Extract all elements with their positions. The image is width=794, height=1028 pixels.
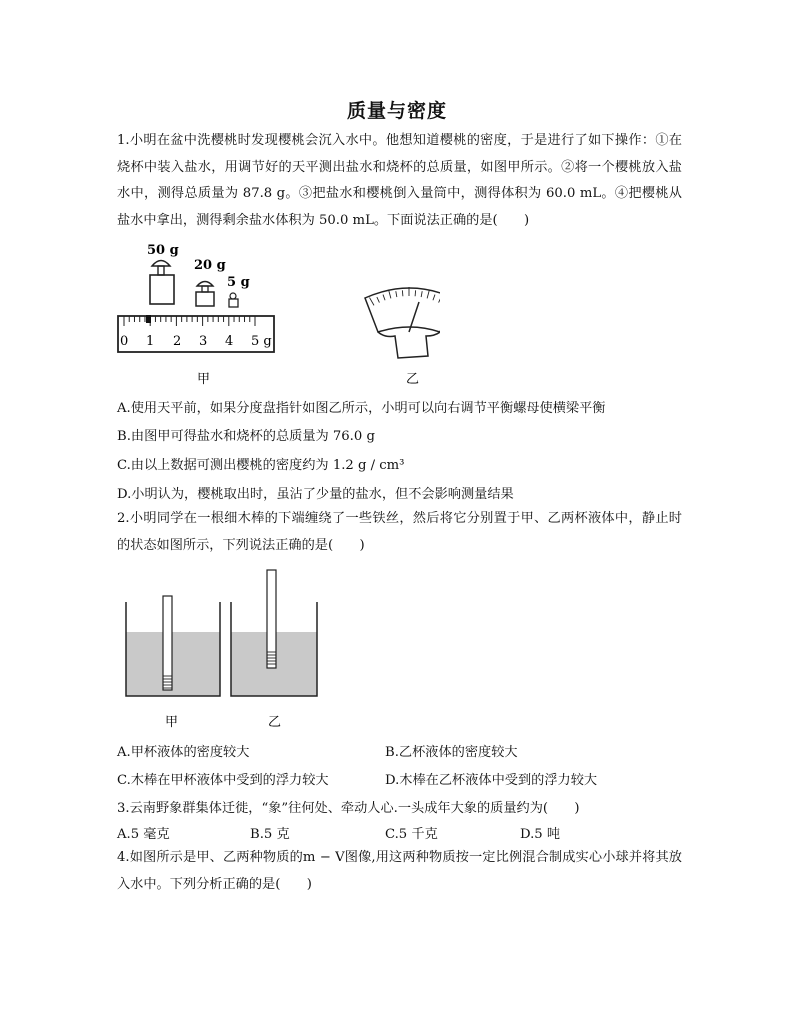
scale-label-5: 5 g	[251, 334, 272, 349]
q2-option-d: D.木棒在乙杯液体中受到的浮力较大	[385, 773, 598, 788]
weight-50g-label: 50 g	[147, 243, 179, 258]
q1-option-d: D.小明认为，樱桃取出时，虽沾了少量的盐水，但不会影响测量结果	[117, 487, 514, 502]
q2-option-c: C.木棒在甲杯液体中受到的浮力较大	[117, 773, 329, 788]
question-2-stem: 2.小明同学在一根细木棒的下端缠绕了一些铁丝，然后将它分别置于甲、乙两杯液体中，静止时的状态如图所示，下列说法正确的是( )	[117, 511, 682, 553]
weight-20g-label: 20 g	[194, 258, 226, 273]
weight-5g-label: 5 g	[227, 275, 250, 290]
dial-tick	[439, 297, 440, 302]
q3-option-b: B.5 克	[250, 827, 290, 842]
q2-option-a: A.甲杯液体的密度较大	[117, 745, 250, 760]
beaker-jia	[126, 596, 220, 730]
dial-tick	[383, 295, 385, 301]
q3-option-c: C.5 千克	[385, 827, 438, 842]
weight-5g	[227, 275, 250, 307]
weight-50g	[147, 243, 179, 304]
question-3-stem: 3.云南野象群集体迁徙，“象”往何处、牵动人心.一头成年大象的质量约为( )	[117, 801, 580, 816]
scale-label-3: 3	[199, 334, 208, 349]
beaker-caption-yi: 乙	[268, 715, 282, 730]
weight-20g	[194, 258, 226, 306]
q3-option-d: D.5 吨	[520, 827, 561, 842]
figure-caption-jia: 甲	[197, 372, 211, 387]
scale-label-1: 1	[146, 334, 155, 349]
question-4-stem: 4.如图所示是甲、乙两种物质的m − V图像,用这两种物质按一定比例混合制成实心小球并将其放入水中。下列分析正确的是( )	[117, 850, 682, 892]
scale-label-4: 4	[225, 334, 234, 349]
scale-label-0: 0	[120, 334, 129, 349]
balance-figure	[110, 236, 440, 396]
balance-scale-ruler	[118, 315, 274, 352]
balance-dial-figure	[365, 287, 440, 387]
q2-option-b: B.乙杯液体的密度较大	[385, 745, 518, 760]
dial-tick	[396, 291, 397, 297]
dial-tick	[433, 295, 435, 301]
q1-option-b: B.由图甲可得盐水和烧杯的总质量为 76.0 g	[117, 429, 375, 444]
dial-tick	[370, 298, 375, 306]
q1-option-c: C.由以上数据可测出樱桃的密度约为 1.2 g / cm³	[117, 458, 405, 473]
dial-tick	[427, 290, 429, 299]
dial-tick	[421, 291, 422, 297]
beaker-caption-jia: 甲	[165, 715, 179, 730]
dial-tick	[377, 297, 380, 302]
q1-option-a: A.使用天平前，如果分度盘指针如图乙所示，小明可以向右调节平衡螺母使横梁平衡	[117, 401, 606, 416]
beaker-figure	[118, 566, 328, 736]
dial-tick	[415, 290, 416, 296]
beaker-yi	[231, 570, 317, 730]
dial-tick	[389, 290, 391, 299]
page-title: 质量与密度	[346, 100, 447, 122]
dial-tick	[402, 290, 403, 296]
q3-option-a: A.5 毫克	[117, 827, 170, 842]
figure-caption-yi: 乙	[406, 372, 420, 387]
scale-label-2: 2	[173, 334, 182, 349]
question-1-stem: 1.小明在盆中洗樱桃时发现樱桃会沉入水中。他想知道樱桃的密度，于是进行了如下操作：①在烧杯中装入盐水，用调节好的天平测出盐水和烧杯的总质量，如图甲所示。②将一个樱桃放入盐水中，测得总质量为 87.8 g。③把盐水和樱桃倒入量筒中，测得体积为 60.0 mL。④把樱桃从盐水中拿出，测得剩余盐水体积为 50.0 mL。下面说法正确的是( )	[117, 133, 682, 228]
